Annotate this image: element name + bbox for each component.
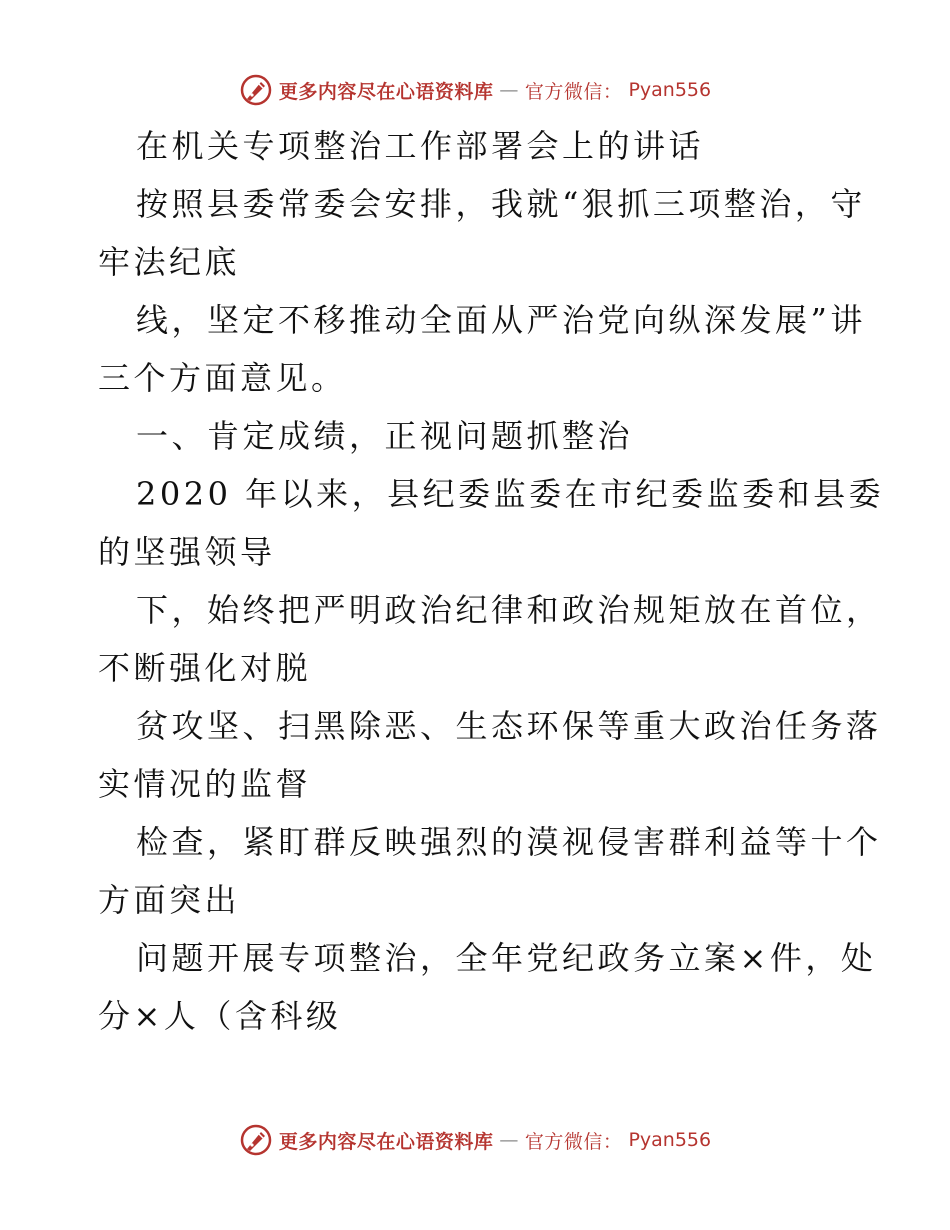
banner-sub-text: 官方微信： <box>524 1130 623 1153</box>
paragraph-line: 贫攻坚、扫黑除恶、生态环保等重大政治任务落 <box>136 707 882 745</box>
footer-watermark-banner <box>0 1120 950 1160</box>
paragraph-line: 实情况的监督 <box>98 765 312 803</box>
banner-main-text: 更多内容尽在心语资料库 <box>278 1130 494 1153</box>
banner-wechat-id: Pyan556 <box>628 79 712 101</box>
paragraph-line: 2020 年以来，县纪委监委在市纪委监委和县委 <box>136 475 885 513</box>
paragraph-line: 问题开展专项整治，全年党纪政务立案×件，处 <box>136 939 877 977</box>
banner-wechat-id: Pyan556 <box>628 1129 712 1151</box>
paragraph-line: 牢法纪底 <box>98 243 241 281</box>
pen-nib-logo-icon <box>239 73 273 107</box>
paragraph-line: 线，坚定不移推动全面从严治党向纵深发展”讲 <box>136 301 866 339</box>
section-heading: 一、肯定成绩，正视问题抓整治 <box>136 417 634 455</box>
paragraph-line: 三个方面意见。 <box>98 359 347 397</box>
banner-dash: — <box>499 1129 519 1151</box>
header-watermark-banner <box>0 70 950 110</box>
paragraph-line: 不断强化对脱 <box>98 649 312 687</box>
paragraph-line: 按照县委常委会安排，我就“狠抓三项整治，守 <box>136 185 866 223</box>
paragraph-line: 下，始终把严明政治纪律和政治规矩放在首位， <box>136 591 882 629</box>
pen-nib-logo-icon <box>239 1123 273 1157</box>
paragraph-line: 分×人（含科级 <box>98 997 342 1035</box>
banner-dash: — <box>499 79 519 101</box>
paragraph-line: 的坚强领导 <box>98 533 276 571</box>
paragraph-line: 检查，紧盯群反映强烈的漠视侵害群利益等十个 <box>136 823 882 861</box>
banner-sub-text: 官方微信： <box>524 80 623 103</box>
document-body <box>98 117 885 1045</box>
banner-main-text: 更多内容尽在心语资料库 <box>278 80 494 103</box>
paragraph-line: 方面突出 <box>98 881 241 919</box>
document-title: 在机关专项整治工作部署会上的讲话 <box>136 127 705 165</box>
